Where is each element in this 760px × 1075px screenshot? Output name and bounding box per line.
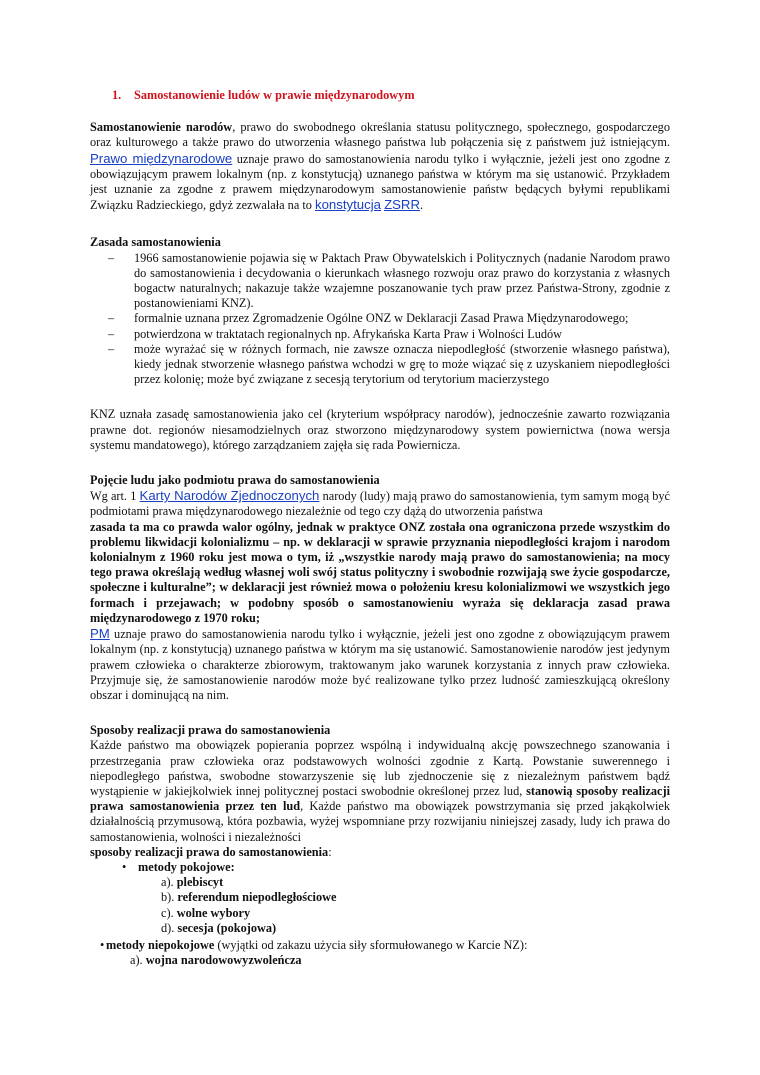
item-text: referendum niepodległościowe: [177, 890, 337, 905]
list-item: [161, 890, 670, 905]
list-item: – 1966 samostanowienie pojawia się w Paktach Praw Obywatelskich i Politycznych (nadanie Narodom prawo do samostanowienia i decydowania o kierunkach własnego rozwoju oraz prawo do korzystania z własnych bogactw naturalnych; nakazuje także wzajemne poszanowanie tych praw przez Państwa-Strony, zgodnie z postanowieniami KNZ).: [134, 251, 670, 312]
item-text: secesja (pokojowa): [177, 920, 277, 935]
list-item: [161, 875, 670, 890]
sposoby-list-suffix: :: [328, 844, 332, 859]
list-item: [161, 906, 670, 921]
intro-text-1: , prawo do swobodnego określania statusu politycznego, społecznego, gospodarczego oraz kulturowego a także prawo do utworzenia własnego państwa lub połączenia się z państwem już istniejącym.: [90, 120, 670, 150]
nonpeaceful-label: metody niepokojowe: [106, 937, 215, 952]
nonpeaceful-note: (wyjątki od zakazu użycia siły sformułowanego w Karcie NZ):: [214, 937, 528, 952]
link-konstytucja[interactable]: konstytucja: [315, 197, 381, 213]
intro-paragraph: [90, 120, 670, 213]
list-item: – potwierdzona w traktatach regionalnych np. Afrykańska Karta Praw i Wolności Ludów: [134, 327, 670, 342]
pojecie-paragraph-3: [90, 626, 670, 703]
pojecie-text-1a: Wg art. 1: [90, 489, 140, 504]
intro-term: Samostanowienie narodów: [90, 120, 233, 135]
peaceful-label: metody pokojowe:: [138, 859, 235, 874]
zasada-list: [90, 251, 670, 388]
item-letter: d).: [161, 920, 175, 935]
pojecie-text-2b: – np. w deklaracji w sprawie przyznania niepodległości krajom i narodom kolonialnym z 1960 roku jest mowa o tym, iż „wszystkie narody mają prawo do samostanowienia; na mocy tego prawa określają według własnej woli swój status polityczny i swobodnie rozwijają swe życie gospodarcze, społeczne i kulturalne”; w deklaracji jest również mowa o położeniu kresu kolonializmowi we wszystkich jego formach i przejawach; w podobny sposób o samostanowieniu wyraża się deklaracja zasad prawa międzynarodowego z 1970 roku;: [90, 534, 670, 625]
sposoby-text-b: , Każde państwo ma obowiązek powstrzymania się przed jakąkolwiek działalnością przymusową, która pozbawia, wyżej wspomniane przy rozwijaniu niniejszej zasady, ludy ich prawa do samostanowienia, wolności i niezależności: [90, 799, 670, 844]
item-letter: c).: [161, 905, 174, 920]
link-karty-narodow[interactable]: Karty Narodów Zjednoczonych: [139, 488, 320, 504]
sposoby-list-title: sposoby realizacji prawa do samostanowienia: [90, 844, 329, 859]
sposoby-heading: Sposoby realizacji prawa do samostanowienia: [90, 723, 331, 738]
item-letter: a).: [161, 875, 174, 890]
peaceful-methods-list: [114, 860, 670, 936]
pojecie-heading: Pojęcie ludu jako podmiotu prawa do samostanowienia: [90, 473, 380, 488]
item-text: wojna narodowowyzwoleńcza: [145, 953, 302, 968]
intro-text-3: .: [419, 198, 424, 213]
list-item: – może wyrażać się w różnych formach, nie zawsze oznacza niepodległość (stworzenie własnego państwa), kiedy jednak stworzenie własnego państwa wchodzi w grę to może wiązać się z uzyskaniem niepodległości przez kolonię; może być związane z secesją terytorium od terytorium macierzystego: [134, 342, 670, 388]
peaceful-sublist: [138, 875, 670, 936]
sposoby-paragraph: [90, 738, 670, 844]
intro-text-2: uznaje prawo do samostanowienia narodu tylko i wyłącznie, jeżeli jest ono zgodne z obowiązującym prawem lokalnym (np. z konstytucją) uznanego państwa w którym ma się ustanowić. Przykładem jest uznanie za zgodne z prawem międzynarodowym samostanowienie państw będących byłymi republikami Związku Radzieckiego, gdyż zezwalała na to: [90, 151, 670, 213]
item-text: wolne wybory: [176, 905, 251, 920]
nonpeaceful-methods: [100, 937, 670, 953]
section-number: 1.: [112, 88, 122, 102]
zasada-heading: Zasada samostanowienia: [90, 235, 221, 250]
pojecie-paragraph-2: [90, 520, 670, 626]
link-zsrr[interactable]: ZSRR: [384, 197, 420, 213]
list-item: – formalnie uznana przez Zgromadzenie Ogólne ONZ w Deklaracji Zasad Prawa Międzynarodowego;: [134, 311, 670, 326]
pojecie-text-2a: zasada ta ma co prawda walor ogólny, jednak w praktyce ONZ została ona ograniczona przede wszystkim do problemu: [90, 519, 670, 549]
knz-paragraph: KNZ uznała zasadę samostanowienia jako cel (kryterium współpracy narodów), jednocześnie zawarto rozwiązania prawne dot. regionów niesamodzielnych oraz stworzono międzynarodowy system powiernictwa (nowa wersja systemu mandatowego), którego zarządzaniem zajęła się rada Powiernicza.: [90, 407, 670, 452]
sposoby-text-a: Każde państwo ma obowiązek popierania poprzez wspólną i indywidualną akcję powszechnego szanowania i przestrzegania praw człowieka oraz podstawowych wolności zgodnie z Kartą. Powstanie suwerennego i niepodległego państwa, swobodne stowarzyszenie się lub zjednoczenie się z niezależnym państwem bądź wystąpienie w jakiejkolwiek innej politycznej postaci swobodnie określonej przez lud,: [90, 738, 670, 798]
document-page: [90, 88, 670, 968]
bullet-icon: •: [100, 937, 105, 952]
item-letter: b).: [161, 890, 175, 905]
section-heading: [112, 88, 670, 103]
sposoby-list-heading: [90, 845, 670, 860]
list-item: [161, 921, 670, 936]
sposoby-text-bold: stanowią sposoby realizacji prawa samostanowienia przez ten lud: [90, 783, 670, 814]
link-prawo-miedzynarodowe[interactable]: Prawo międzynarodowe: [90, 150, 233, 166]
pojecie-text-3: uznaje prawo do samostanowienia narodu tylko i wyłącznie, jeżeli jest ono zgodne z obowiązującym prawem lokalnym (np. z konstytucją) uznanego państwa w którym ma się ustanowić. Samostanowienie narodów jest jedynym prawem człowieka o charakterze zbiorowym, traktowanym jako warunek korzystania z innych praw człowieka. Przyjmuje się, że samostanowienie narodów może być realizowane tylko przez ludność zamieszkującą określony obszar i dominującą na nim.: [90, 627, 670, 702]
pojecie-paragraph-1: [90, 488, 670, 519]
section-title: Samostanowienie ludów w prawie międzynarodowym: [134, 88, 415, 102]
item-text: plebiscyt: [176, 875, 224, 890]
pojecie-text-1b: narody (ludy) mają prawo do samostanowienia, tym samym mogą być podmiotami prawa międzynarodowego niezależnie od tego czy dążą do utworzenia państwa: [90, 489, 670, 519]
link-pm[interactable]: PM: [90, 626, 110, 642]
item-letter: a).: [130, 953, 143, 968]
list-item: [138, 860, 670, 936]
nonpeaceful-sublist: [90, 953, 670, 968]
pojecie-text-2-bold: likwidacji kolonializmu: [144, 534, 270, 549]
